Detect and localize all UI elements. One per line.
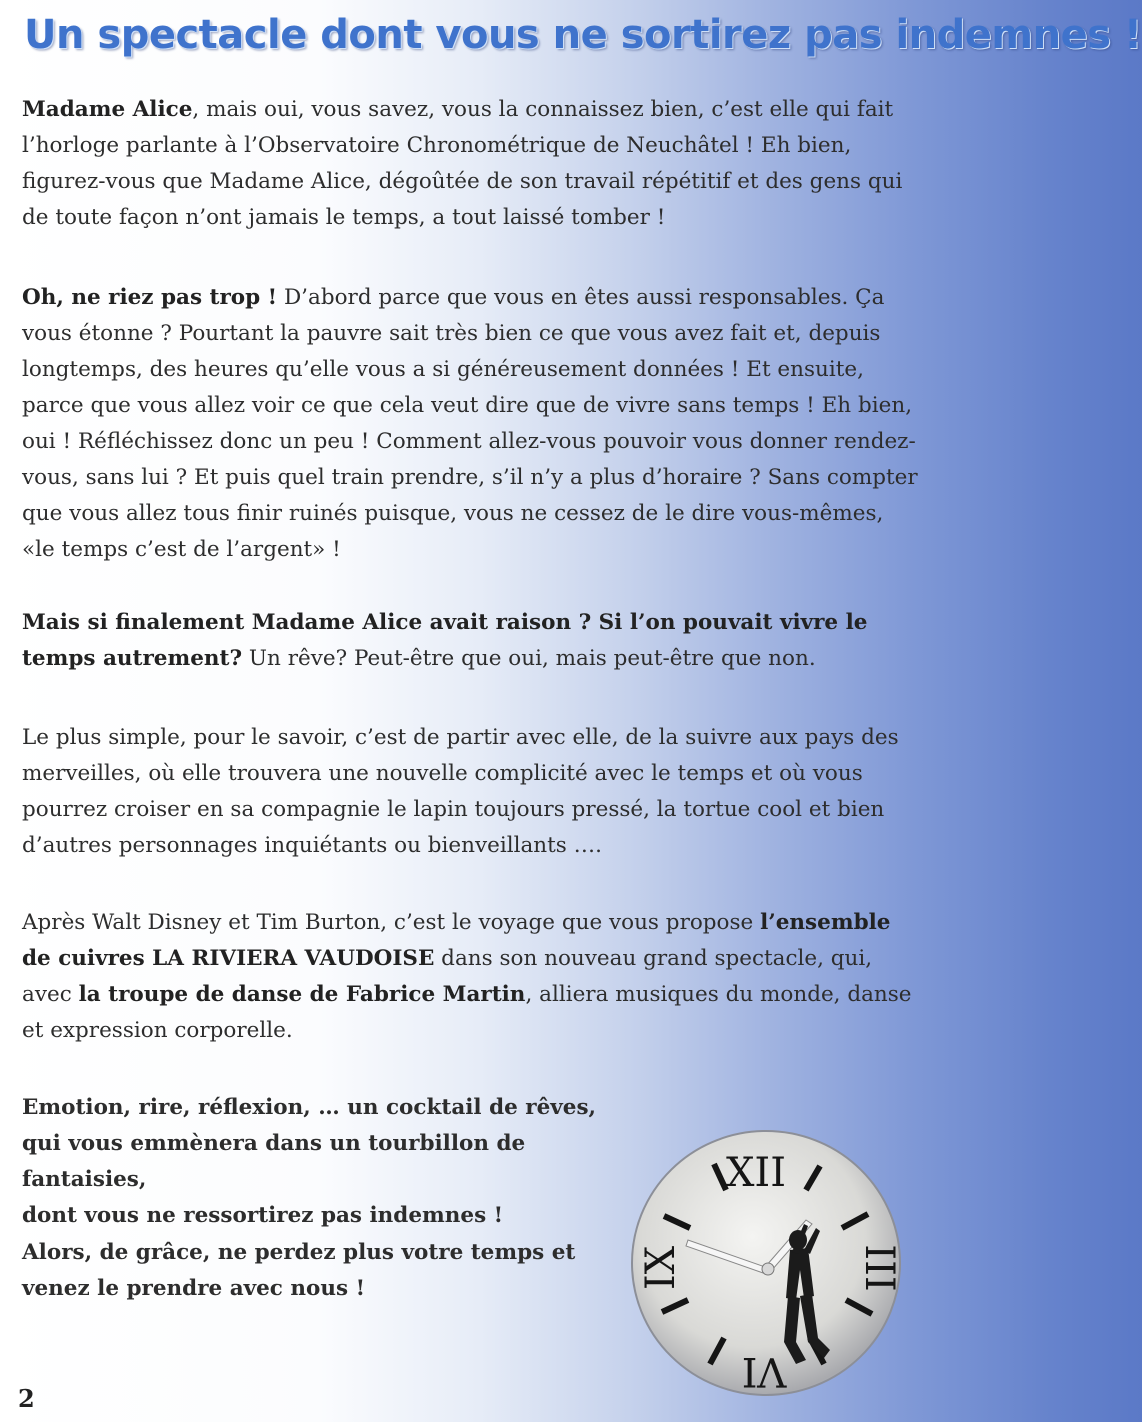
ensemble-name: l’ensemble de cuivres LA RIVIERA VAUDOISE: [22, 910, 891, 971]
paragraph-emotion: [22, 1090, 642, 1234]
paragraph-call-to-action: [22, 1235, 622, 1307]
paragraph-wonderland-body: Le plus simple, pour le savoir, c’est de partir avec elle, de la suivre aux pays des merveilles, où elle trouvera une nouvelle complicité avec le temps et où vous pourrez croiser en sa compagnie le lapin toujours pressé, la tortue cool et bien d’autres personnages inquiétants ou bienveillants ….: [22, 725, 899, 858]
emotion-line-2: qui vous emmènera dans un tourbillon de fantaisies,: [22, 1131, 526, 1192]
page-title: Un spectacle dont vous ne sortirez pas indemnes !: [24, 12, 1142, 58]
paragraph-question-body: Un rêve? Peut-être que oui, mais peut-être que non.: [242, 646, 816, 671]
cta-line-2: venez le prendre avec nous !: [22, 1276, 366, 1301]
clock-numeral-xii: XII: [725, 1150, 787, 1196]
paragraph-ensemble-text-2: dans son nouveau grand spectacle, qui, avec: [22, 946, 873, 1007]
cta-line-1: Alors, de grâce, ne perdez plus votre temps et: [22, 1240, 576, 1265]
paragraph-intro: [22, 92, 922, 236]
paragraph-responsibility-body: D’abord parce que vous en êtes aussi responsables. Ça vous étonne ? Pourtant la pauvre sait très bien ce que vous avez fait et, depuis longtemps, des heures qu’elle vous a si généreusement données ! Et ensuite, parce que vous allez voir ce que cela veut dire que de vivre sans temps ! Eh bien, oui ! Réfléchissez donc un peu ! Comment allez-vous pouvoir vous donner rendez-vous, sans lui ? Et puis quel train prendre, s’il n’y a plus d’horaire ? Sans compter que vous allez tous finir ruinés puisque, vous ne cessez de le dire vous-mêmes, «le temps c’est de l’argent» !: [22, 285, 918, 562]
paragraph-ensemble-text-3: , alliera musiques du monde, danse et expression corporelle.: [22, 982, 912, 1043]
emotion-line-3: dont vous ne ressortirez pas indemnes !: [22, 1203, 504, 1228]
paragraph-intro-lead: Madame Alice: [22, 97, 193, 122]
paragraph-ensemble-text-1: Après Walt Disney et Tim Burton, c’est le voyage que vous propose: [22, 910, 761, 935]
paragraph-wonderland: [22, 720, 922, 864]
paragraph-intro-body: , mais oui, vous savez, vous la connaissez bien, c’est elle qui fait l’horloge parlante à l’Observatoire Chronométrique de Neuchâtel ! Eh bien, figurez-vous que Madame Alice, dégoûtée de son travail répétitif et des gens qui de toute façon n’ont jamais le temps, a tout laissé tomber !: [22, 97, 903, 230]
emotion-line-1: Emotion, rire, réflexion, … un cocktail de rêves,: [22, 1095, 597, 1120]
clock-numeral-ix: IX: [638, 1245, 684, 1291]
clock-illustration: [628, 1128, 903, 1398]
page-number: 2: [18, 1384, 35, 1413]
clock-numeral-vi: VI: [741, 1348, 787, 1394]
paragraph-responsibility: [22, 280, 922, 568]
dance-troupe-name: la troupe de danse de Fabrice Martin: [78, 982, 526, 1007]
paragraph-question-lead: Mais si finalement Madame Alice avait raison ? Si l’on pouvait vivre le temps autrement?: [22, 610, 868, 671]
paragraph-question: [22, 605, 922, 677]
paragraph-responsibility-lead: Oh, ne riez pas trop !: [22, 285, 278, 310]
clock-numeral-iii: III: [856, 1244, 902, 1292]
paragraph-ensemble: [22, 905, 922, 1049]
